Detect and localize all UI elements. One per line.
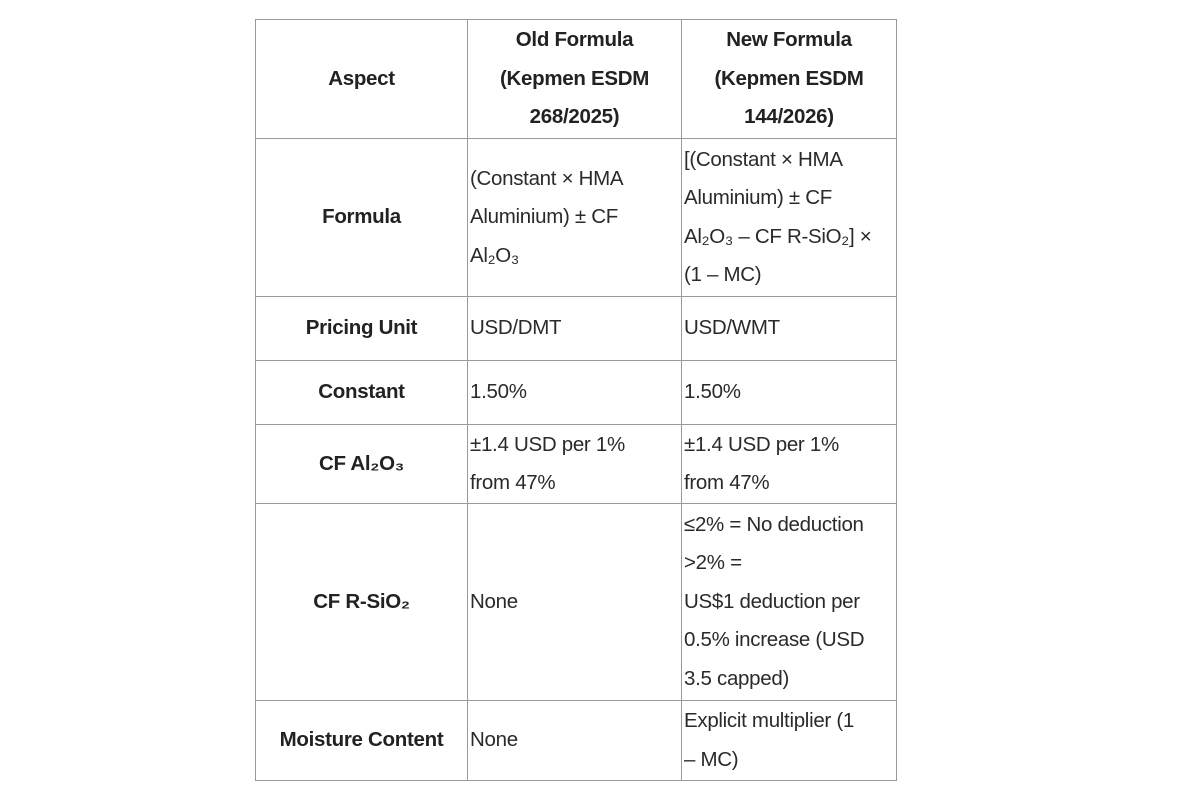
header-aspect: Aspect bbox=[256, 20, 468, 139]
new-formula-cell: ±1.4 USD per 1% from 47% bbox=[682, 425, 897, 504]
table-row-pricing-unit bbox=[256, 297, 897, 361]
aspect-cell: CF R-SiO₂ bbox=[256, 504, 468, 701]
old-formula-cell: None bbox=[468, 504, 682, 701]
old-formula-cell: None bbox=[468, 701, 682, 781]
table-row-constant bbox=[256, 361, 897, 425]
header-row bbox=[256, 20, 897, 139]
table-row-cf-r-sio2 bbox=[256, 504, 897, 701]
old-formula-cell: USD/DMT bbox=[468, 297, 682, 361]
new-formula-cell: USD/WMT bbox=[682, 297, 897, 361]
table-row-cf-al2o3 bbox=[256, 425, 897, 504]
new-formula-cell: Explicit multiplier (1 – MC) bbox=[682, 701, 897, 781]
aspect-cell: Pricing Unit bbox=[256, 297, 468, 361]
table-row-formula bbox=[256, 139, 897, 297]
formula-comparison-table bbox=[255, 19, 897, 781]
old-formula-cell: (Constant × HMA Aluminium) ± CF Al₂O₃ bbox=[468, 139, 682, 297]
new-formula-cell: [(Constant × HMA Aluminium) ± CF Al₂O₃ – CF R-SiO₂] × (1 – MC) bbox=[682, 139, 897, 297]
old-formula-cell: ±1.4 USD per 1% from 47% bbox=[468, 425, 682, 504]
aspect-cell: Moisture Content bbox=[256, 701, 468, 781]
new-formula-cell: ≤2% = No deduction >2% = US$1 deduction per 0.5% increase (USD 3.5 capped) bbox=[682, 504, 897, 701]
header-new-formula: New Formula (Kepmen ESDM 144/2026) bbox=[682, 20, 897, 139]
aspect-cell: Formula bbox=[256, 139, 468, 297]
aspect-cell: CF Al₂O₃ bbox=[256, 425, 468, 504]
old-formula-cell: 1.50% bbox=[468, 361, 682, 425]
new-formula-cell: 1.50% bbox=[682, 361, 897, 425]
header-old-formula: Old Formula (Kepmen ESDM 268/2025) bbox=[468, 20, 682, 139]
aspect-cell: Constant bbox=[256, 361, 468, 425]
table-row-moisture-content bbox=[256, 701, 897, 781]
